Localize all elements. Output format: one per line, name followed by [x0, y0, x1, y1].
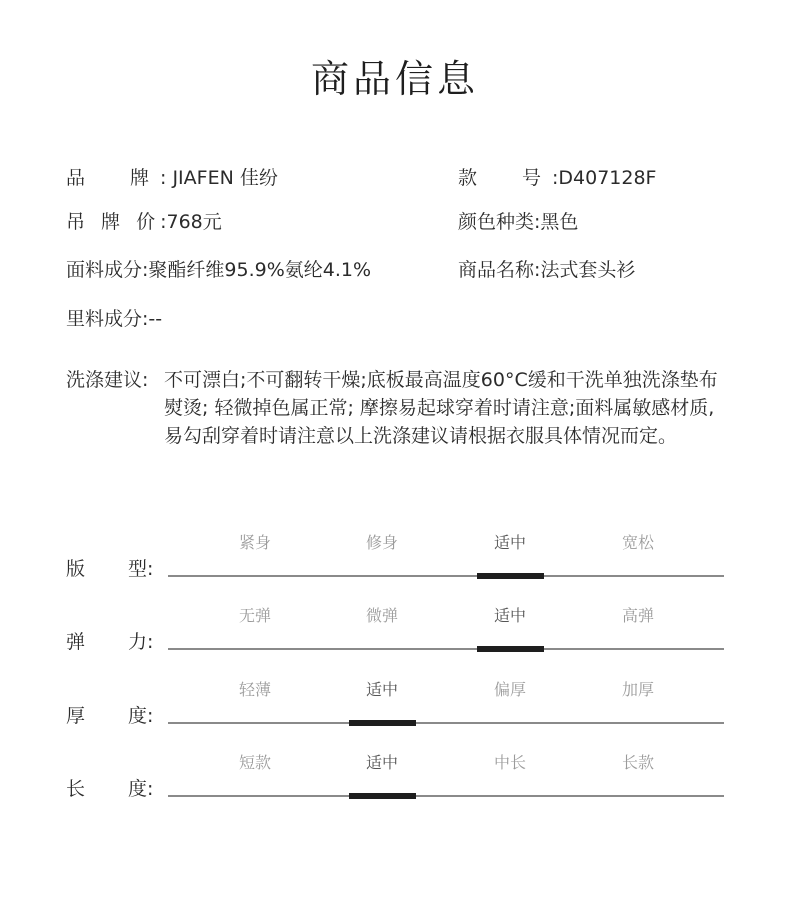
product-name-label: 商品名称: [458, 259, 535, 281]
product-name-value: :法式套头衫: [534, 259, 636, 281]
thickness-option: 加厚: [621, 680, 654, 699]
fit-scale: [0, 530, 790, 600]
length-selected-marker: [349, 793, 416, 799]
style-label: 款: [458, 167, 478, 189]
thickness-option: 适中: [365, 680, 398, 699]
lining-row: [66, 305, 162, 333]
length-scale: [0, 750, 790, 820]
fit-label: [66, 554, 154, 581]
elasticity-label-b: 力:: [128, 631, 154, 653]
thickness-label: [66, 701, 154, 728]
fit-label-a: 版: [66, 558, 86, 580]
fit-option: 适中: [493, 533, 526, 552]
fabric-label: 面料成分: [66, 259, 143, 281]
length-option: 短款: [238, 753, 271, 772]
page-title: 商品信息: [310, 57, 479, 101]
thickness-selected-marker: [349, 720, 416, 726]
elasticity-scale-line: [168, 648, 724, 650]
thickness-scale: [0, 677, 790, 747]
brand-label: 品: [66, 167, 86, 189]
wash-text: 不可漂白;不可翻转干燥;底板最高温度60°C缓和干洗单独洗涤垫布熨烫; 轻微掉色属正常; 摩擦易起球穿着时请注意;面料属敏感材质,易勾刮穿着时请注意以上洗涤建议请根据衣服具体情况而定。: [164, 369, 718, 447]
brand-label-2: 牌: [130, 167, 150, 189]
color-row: [458, 208, 578, 236]
length-option: 中长: [493, 753, 526, 772]
lining-value: :--: [142, 308, 163, 330]
elasticity-scale: [0, 603, 790, 673]
thickness-option: 轻薄: [238, 680, 271, 699]
wash-label: 洗涤建议:: [66, 369, 149, 391]
color-value: :黑色: [534, 211, 579, 233]
fabric-row: [66, 256, 371, 284]
fit-label-b: 型:: [128, 558, 154, 580]
brand-row: [66, 164, 278, 192]
thickness-label-b: 度:: [128, 705, 154, 727]
brand-value: : JIAFEN 佳纷: [160, 167, 278, 189]
fit-selected-marker: [477, 573, 544, 579]
tag-price-row: [66, 208, 222, 236]
style-label-2: 号: [522, 167, 542, 189]
length-label-b: 度:: [128, 778, 154, 800]
fit-option: 修身: [365, 533, 398, 552]
style-value: :D407128F: [552, 167, 657, 189]
wash-advice: [66, 366, 726, 450]
length-option: 长款: [621, 753, 654, 772]
elasticity-option: 微弹: [365, 606, 398, 625]
length-label-a: 长: [66, 778, 86, 800]
elasticity-option: 适中: [493, 606, 526, 625]
fit-option: 宽松: [621, 533, 654, 552]
elasticity-label: [66, 627, 154, 654]
elasticity-option: 无弹: [238, 606, 271, 625]
thickness-scale-line: [168, 722, 724, 724]
product-name-row: [458, 256, 635, 284]
thickness-option: 偏厚: [493, 680, 526, 699]
tag-price-label: 吊 牌 价: [66, 211, 161, 233]
length-option: 适中: [365, 753, 398, 772]
length-scale-line: [168, 795, 724, 797]
thickness-label-a: 厚: [66, 705, 86, 727]
fabric-value: :聚酯纤维95.9%氨纶4.1%: [142, 259, 372, 281]
color-label: 颜色种类: [458, 211, 535, 233]
elasticity-option: 高弹: [621, 606, 654, 625]
fit-scale-line: [168, 575, 724, 577]
style-row: [458, 164, 657, 192]
length-label: [66, 774, 154, 801]
tag-price-value: :768元: [160, 211, 222, 233]
elasticity-label-a: 弹: [66, 631, 86, 653]
lining-label: 里料成分: [66, 308, 143, 330]
fit-option: 紧身: [238, 533, 271, 552]
elasticity-selected-marker: [477, 646, 544, 652]
